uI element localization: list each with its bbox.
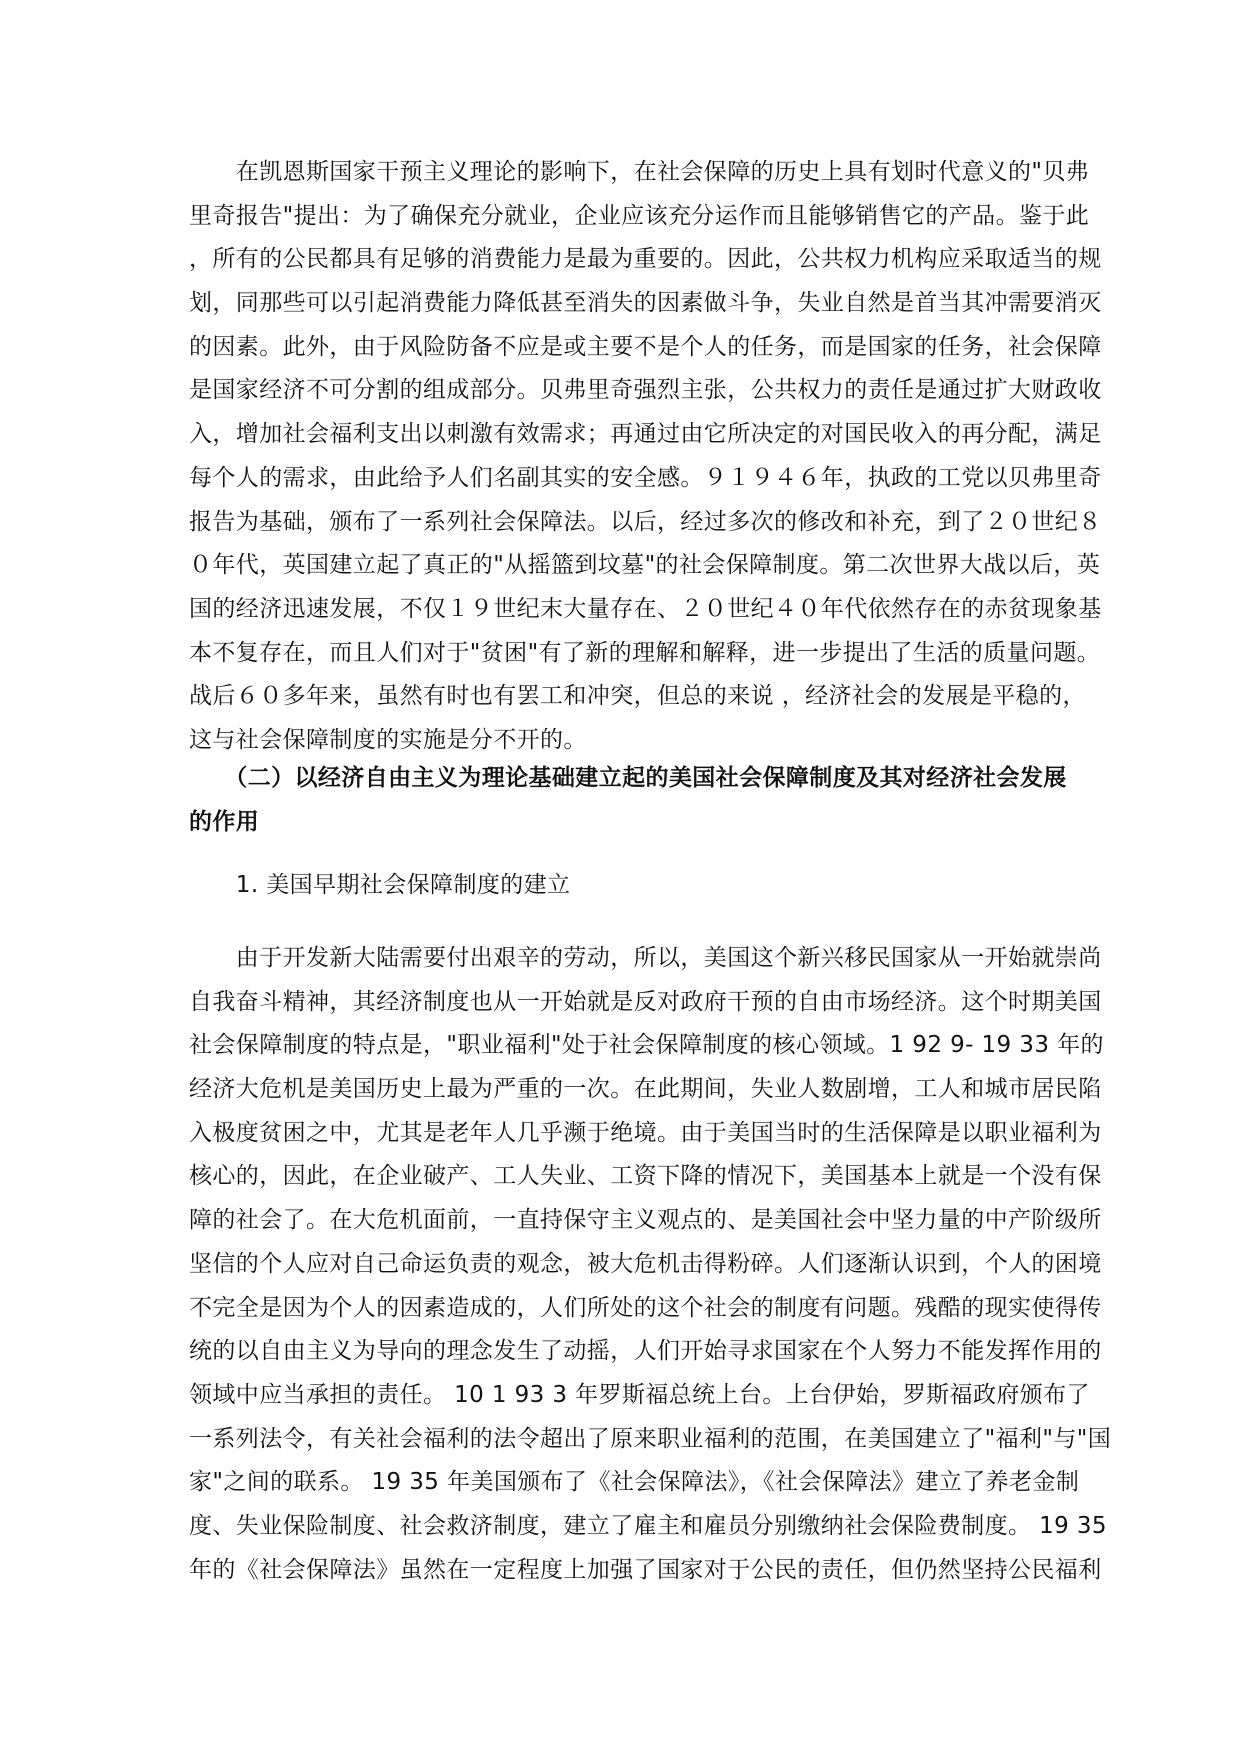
text-line: 社会保障制度的特点是，"职业福利"处于社会保障制度的核心领域。1 92 9- 19 33 年的	[189, 1032, 1104, 1059]
text-line: 划，同那些可以引起消费能力降低甚至消失的因素做斗争，失业自然是首当其冲需要消灭	[189, 290, 1102, 317]
text-line: 战后６０多年来，虽然有时也有罢工和冲突，但总的来说 ，经济社会的发展是平稳的，	[189, 683, 1086, 710]
text-line: 经济大危机是美国历史上最为严重的一次。在此期间，失业人数剧增，工人和城市居民陷	[189, 1076, 1102, 1103]
text-line: 入极度贫困之中，尤其是老年人几乎濒于绝境。由于美国当时的生活保障是以职业福利为	[189, 1119, 1102, 1146]
text-line: 里奇报告"提出：为了确保充分就业，企业应该充分运作而且能够销售它的产品。鉴于此	[189, 202, 1090, 229]
text-line: 坚信的个人应对自己命运负责的观念，被大危机击得粉碎。人们逐渐认识到，个人的困境	[189, 1250, 1102, 1277]
text-line: 入，增加社会福利支出以刺激有效需求；再通过由它所决定的对国民收入的再分配，满足	[189, 421, 1102, 448]
text-line: 报告为基础，颁布了一系列社会保障法。以后，经过多次的修改和补充，到了２０世纪８	[189, 508, 1102, 535]
text-line: 年的《社会保障法》虽然在一定程度上加强了国家对于公民的责任，但仍然坚持公民福利	[189, 1556, 1102, 1583]
text-line: 障的社会了。在大危机面前，一直持保守主义观点的、是美国社会中坚力量的中产阶级所	[189, 1207, 1102, 1234]
text-line: 核心的，因此，在企业破产、工人失业、工资下降的情况下，美国基本上就是一个没有保	[189, 1163, 1102, 1190]
subsection-title	[189, 864, 570, 908]
heading-line: （二）以经济自由主义为理论基础建立起的美国社会保障制度及其对经济社会发展	[189, 765, 1067, 791]
text-line: 不完全是因为个人的因素造成的，人们所处的这个社会的制度有问题。残酷的现实使得传	[189, 1294, 1102, 1321]
text-line: 国的经济迅速发展，不仅１９世纪末大量存在、２０世纪４０年代依然存在的赤贫现象基	[189, 595, 1102, 622]
paragraph-british-social-security	[189, 151, 1102, 763]
text-line: 家"之间的联系。 19 35 年美国颁布了《社会保障法》，《社会保障法》建立了养老金制	[189, 1469, 1080, 1496]
text-line: 统的以自由主义为导向的理念发生了动摇，人们开始寻求国家在个人努力不能发挥作用的	[189, 1338, 1102, 1365]
text-line: 在凯恩斯国家干预主义理论的影响下，在社会保障的历史上具有划时代意义的"贝弗	[189, 159, 1090, 185]
heading-line: 的作用	[189, 808, 260, 835]
paragraph-us-early-social-security	[189, 937, 1111, 1592]
text-line: 度、失业保险制度、社会救济制度，建立了雇主和雇员分别缴纳社会保险费制度。 19 35	[189, 1512, 1107, 1539]
text-line: 每个人的需求，由此给予人们名副其实的安全感。９１９４６年，执政的工党以贝弗里奇	[189, 464, 1102, 491]
text-line: ０年代，英国建立起了真正的"从摇篮到坟墓"的社会保障制度。第二次世界大战以后，英	[189, 552, 1101, 579]
text-line: 本不复存在，而且人们对于"贫困"有了新的理解和解释，进一步提出了生活的质量问题。	[189, 639, 1101, 666]
text-line: 这与社会保障制度的实施是分不开的。	[189, 726, 587, 753]
text-line: 的因素。此外，由于风险防备不应是或主要不是个人的任务，而是国家的任务，社会保障	[189, 333, 1102, 360]
text-line: ，所有的公民都具有足够的消费能力是最为重要的。因此，公共权力机构应采取适当的规	[189, 246, 1102, 273]
text-line: 由于开发新大陆需要付出艰辛的劳动，所以，美国这个新兴移民国家从一开始就崇尚	[189, 945, 1102, 971]
text-line: 一系列法令，有关社会福利的法令超出了原来职业福利的范围，在美国建立了"福利"与"国	[189, 1425, 1112, 1452]
text-line: 是国家经济不可分割的组成部分。贝弗里奇强烈主张，公共权力的责任是通过扩大财政收	[189, 377, 1102, 404]
text-line: 领域中应当承担的责任。 10 1 93 3 年罗斯福总统上台。上台伊始，罗斯福政府颁布了	[189, 1381, 1090, 1408]
section-heading	[189, 757, 1067, 844]
subsection-title-text: 1. 美国早期社会保障制度的建立	[189, 872, 571, 898]
text-line: 自我奋斗精神，其经济制度也从一开始就是反对政府干预的自由市场经济。这个时期美国	[189, 988, 1102, 1015]
